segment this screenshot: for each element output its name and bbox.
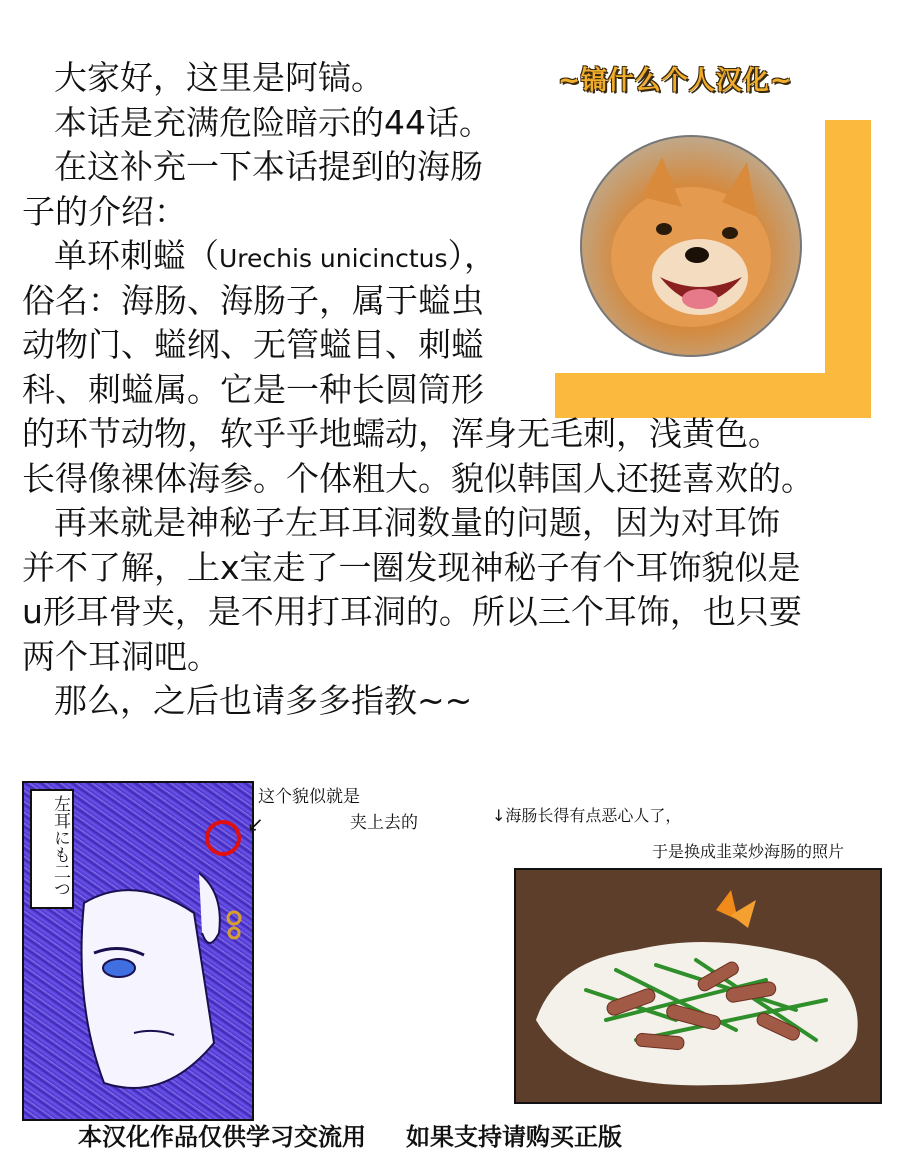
latin-name: Urechis unicinctus bbox=[219, 244, 448, 273]
stir-fry-photo bbox=[514, 868, 882, 1104]
brand-title: ~镐什么个人汉化~ bbox=[558, 66, 793, 96]
article-body bbox=[22, 56, 814, 724]
article-line: 子的介绍： bbox=[22, 191, 187, 231]
footer-right-text: 如果支持请购买正版 bbox=[406, 1123, 622, 1151]
arrow-down-left-icon: ↙ bbox=[247, 812, 264, 836]
ear-clip-annotation-line1: 这个貌似就是 bbox=[258, 787, 360, 807]
article-line: 在这补充一下本话提到的海肠 bbox=[54, 147, 483, 186]
article-line: 两个耳洞吧。 bbox=[22, 636, 220, 676]
article-line: 并不了解，上x宝走了一圈发现神秘子有个耳饰貌似是 bbox=[22, 547, 801, 587]
article-line: 动物门、螠纲、无管螠目、刺螠 bbox=[22, 325, 484, 364]
manga-speech-label: 左耳にも二つ bbox=[30, 789, 74, 909]
footer-left-text: 本汉化作品仅供学习交流用 bbox=[78, 1123, 366, 1151]
article-line: 俗名：海肠、海肠子，属于螠虫 bbox=[22, 280, 484, 320]
article-line: 科、刺螠属。它是一种长圆筒形 bbox=[22, 369, 484, 409]
article-line: 再来就是神秘子左耳耳洞数量的问题，因为对耳饰 bbox=[54, 503, 780, 542]
article-line: 大家好，这里是阿镐。 bbox=[54, 58, 384, 97]
species-close: ）， bbox=[447, 236, 498, 275]
article-line: 长得像裸体海参。个体粗大。貌似韩国人还挺喜欢的。 bbox=[22, 458, 814, 498]
ear-clip-highlight-circle bbox=[205, 820, 241, 856]
article-line: 本话是充满危险暗示的44话。 bbox=[54, 102, 492, 142]
food-annotation-line2: 于是换成韭菜炒海肠的照片 bbox=[652, 842, 845, 861]
ear-clip-annotation-line2: 夹上去的 bbox=[350, 813, 418, 833]
article-line-species bbox=[22, 234, 814, 279]
species-open: 单环刺螠（ bbox=[54, 236, 219, 275]
footer-disclaimer bbox=[78, 1117, 622, 1152]
food-annotation-line1: ↓海肠长得有点恶心人了， bbox=[492, 806, 682, 825]
article-line: 那么，之后也请多多指教~~ bbox=[54, 681, 473, 720]
article-line: 的环节动物，软乎乎地蠕动，浑身无毛刺，浅黄色。 bbox=[22, 414, 781, 453]
ear-clip-annotation bbox=[258, 784, 418, 836]
article-line: u形耳骨夹，是不用打耳洞的。所以三个耳饰，也只要 bbox=[22, 592, 802, 631]
